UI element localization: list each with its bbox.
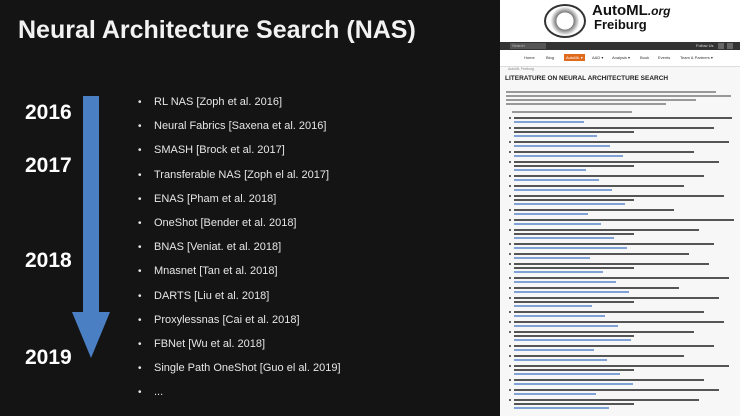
literature-entry-link[interactable] (514, 271, 603, 273)
year-label: 2017 (25, 154, 72, 177)
entry-bullet (509, 161, 511, 163)
literature-entry-link[interactable] (514, 189, 612, 191)
literature-entry-title (514, 229, 699, 231)
entry-bullet (509, 399, 511, 401)
bullet-marker: • (138, 193, 142, 205)
literature-entry-link[interactable] (514, 281, 616, 283)
timeline-arrow-shaft (83, 96, 99, 314)
literature-entry-link[interactable] (514, 223, 601, 225)
list-item-text: Single Path OneShot [Guo el al. 2019] (154, 362, 341, 375)
nav-analysis[interactable]: Analysis ▾ (612, 55, 631, 60)
list-item-text: Proxylessnas [Cai et al. 2018] (154, 313, 300, 326)
literature-entry-link[interactable] (514, 373, 620, 375)
literature-entry-link[interactable] (514, 213, 588, 215)
entry-bullet (509, 287, 511, 289)
literature-entry-title (514, 263, 709, 265)
list-item (138, 383, 341, 407)
university-seal-icon (544, 4, 586, 38)
literature-entry-title (514, 301, 634, 303)
bullet-marker: • (138, 314, 142, 326)
literature-entry-title (514, 195, 724, 197)
logo-org: .org (647, 4, 671, 18)
breadcrumb[interactable]: AutoML Freiburg (508, 67, 534, 71)
literature-entry-title (514, 321, 724, 323)
slide-title: Neural Architecture Search (NAS) (18, 16, 416, 44)
literature-entry-link[interactable] (514, 291, 629, 293)
entry-bullet (509, 209, 511, 211)
entry-bullet (509, 195, 511, 197)
list-item-text: RL NAS [Zoph et al. 2016] (154, 96, 282, 108)
website-screenshot (500, 0, 740, 416)
literature-entry-title (514, 355, 684, 357)
entry-bullet (509, 355, 511, 357)
literature-entry-title (514, 369, 634, 371)
list-item (138, 214, 341, 238)
list-item (138, 335, 341, 359)
nas-method-list (138, 93, 341, 407)
bullet-marker: • (138, 290, 142, 302)
bullet-marker: • (138, 338, 142, 350)
nav-blog[interactable]: Blog (546, 55, 555, 60)
intro-text-line (506, 103, 666, 105)
site-logo[interactable] (592, 4, 670, 32)
literature-entry-title (514, 243, 714, 245)
list-item (138, 141, 341, 165)
literature-entry-title (514, 345, 714, 347)
list-item-text: BNAS [Veniat. et al. 2018] (154, 241, 282, 254)
bullet-marker: • (138, 217, 142, 229)
literature-entry-title (514, 277, 729, 279)
literature-entry-title (514, 141, 729, 143)
literature-entry-title (514, 389, 719, 391)
entry-bullet (509, 321, 511, 323)
literature-entry-link[interactable] (514, 349, 594, 351)
site-topbar (500, 42, 740, 50)
literature-entry-title (514, 311, 704, 313)
literature-entry-title (514, 117, 732, 119)
literature-entry-title (514, 331, 694, 333)
list-item-text: Mnasnet [Tan et al. 2018] (154, 265, 278, 278)
literature-entry-title (514, 253, 689, 255)
nav-home[interactable]: Home (524, 55, 535, 60)
list-item (138, 93, 341, 117)
timeline-arrow-head (72, 312, 110, 358)
intro-text-line (506, 95, 731, 97)
literature-entry-link[interactable] (514, 315, 605, 317)
list-item-text: DARTS [Liu et al. 2018] (154, 289, 270, 302)
literature-entry-title (514, 233, 634, 235)
literature-entry-title (514, 379, 704, 381)
year-label: 2019 (25, 346, 72, 369)
nav-automl[interactable]: AutoML ▾ (566, 55, 583, 60)
literature-entry-title (514, 267, 634, 269)
entry-bullet (509, 311, 511, 313)
literature-entry-link[interactable] (514, 203, 625, 205)
list-item (138, 287, 341, 311)
literature-entry-link[interactable] (514, 145, 610, 147)
entry-bullet (509, 345, 511, 347)
nav-book[interactable]: Book (640, 55, 650, 60)
entry-bullet (509, 297, 511, 299)
list-item-text: ENAS [Pham et al. 2018] (154, 192, 277, 205)
entry-bullet (509, 219, 511, 221)
follow-us-label: Follow Us (696, 43, 714, 48)
entry-bullet (509, 365, 511, 367)
page-title: LITERATURE ON NEURAL ARCHITECTURE SEARCH (505, 75, 669, 82)
list-item-text: SMASH [Brock et al. 2017] (154, 144, 285, 157)
literature-entry-link[interactable] (514, 257, 590, 259)
entry-bullet (509, 151, 511, 153)
literature-entry-title (514, 297, 719, 299)
literature-page (500, 67, 740, 416)
site-header (500, 0, 740, 42)
literature-entry-title (514, 209, 674, 211)
timeline-arrow (72, 96, 110, 364)
entry-bullet (509, 277, 511, 279)
literature-entry-link[interactable] (514, 135, 597, 137)
list-item (138, 359, 341, 383)
literature-entry-title (514, 335, 634, 337)
literature-entry-link[interactable] (514, 237, 614, 239)
intro-text-line (506, 99, 696, 101)
literature-entry-title (514, 161, 719, 163)
entry-bullet (509, 127, 511, 129)
list-item (138, 311, 341, 335)
entry-bullet (509, 141, 511, 143)
entry-bullet (509, 331, 511, 333)
logo-freiburg: Freiburg (594, 17, 647, 32)
logo-automl: AutoML (592, 2, 648, 19)
site-nav (500, 50, 740, 67)
literature-entry-title (514, 151, 694, 153)
literature-entry-link[interactable] (514, 179, 599, 181)
bullet-marker: • (138, 387, 142, 399)
literature-entry-link[interactable] (514, 339, 631, 341)
bullet-marker: • (138, 121, 142, 133)
nav-aad[interactable]: AAD ▾ (592, 55, 604, 60)
literature-entry-title (514, 365, 729, 367)
literature-entry-title (514, 399, 699, 401)
bullet-marker: • (138, 169, 142, 181)
intro-text-line (506, 91, 716, 93)
intro-text-line (512, 111, 632, 113)
list-item (138, 190, 341, 214)
bullet-marker: • (138, 242, 142, 254)
literature-entry-title (514, 403, 634, 405)
nav-team-partners[interactable]: Team & Partners ▾ (680, 55, 713, 60)
list-item-text: ... (154, 386, 164, 399)
literature-entry-title (514, 127, 714, 129)
literature-entry-title (514, 219, 734, 221)
bullet-marker: • (138, 97, 142, 108)
literature-entry-title (514, 199, 634, 201)
search-input[interactable]: Search (510, 43, 546, 49)
literature-entry-link[interactable] (514, 393, 596, 395)
list-item (138, 238, 341, 262)
social-github-icon[interactable] (727, 43, 733, 49)
literature-entry-link[interactable] (514, 359, 607, 361)
literature-entry-title (514, 131, 634, 133)
list-item (138, 262, 341, 286)
list-item-text: FBNet [Wu et al. 2018] (154, 337, 266, 350)
literature-entry-link[interactable] (514, 325, 618, 327)
literature-entry-link[interactable] (514, 247, 627, 249)
entry-bullet (509, 117, 511, 119)
literature-entry-title (514, 165, 634, 167)
bullet-marker: • (138, 145, 142, 157)
list-item (138, 117, 341, 141)
literature-entry-title (514, 287, 679, 289)
literature-entry-link[interactable] (514, 121, 584, 123)
list-item-text: Neural Fabrics [Saxena et al. 2016] (154, 120, 327, 133)
literature-entry-title (514, 185, 684, 187)
entry-bullet (509, 389, 511, 391)
entry-bullet (509, 243, 511, 245)
list-item (138, 166, 341, 190)
year-label: 2018 (25, 249, 72, 272)
nav-events[interactable]: Events (658, 55, 671, 60)
entry-bullet (509, 379, 511, 381)
list-item-text: OneShot [Bender et al. 2018] (154, 216, 297, 229)
literature-entry-link[interactable] (514, 155, 623, 157)
entry-bullet (509, 253, 511, 255)
social-twitter-icon[interactable] (718, 43, 724, 49)
entry-bullet (509, 263, 511, 265)
list-item-text: Transferable NAS [Zoph el al. 2017] (154, 168, 330, 181)
bullet-marker: • (138, 266, 142, 278)
literature-entry-link[interactable] (514, 407, 609, 409)
literature-entry-link[interactable] (514, 169, 586, 171)
literature-entry-link[interactable] (514, 383, 633, 385)
entry-bullet (509, 185, 511, 187)
literature-entry-title (514, 175, 704, 177)
bullet-marker: • (138, 363, 142, 375)
literature-entry-link[interactable] (514, 305, 592, 307)
year-label: 2016 (25, 101, 72, 124)
entry-bullet (509, 175, 511, 177)
entry-bullet (509, 229, 511, 231)
